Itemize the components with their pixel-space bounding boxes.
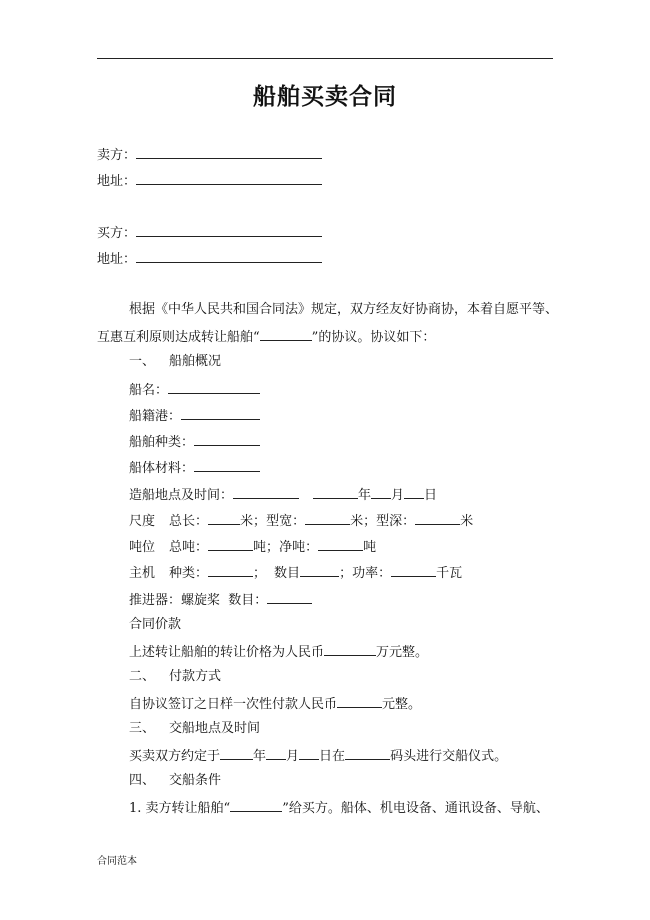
delivery-line <box>129 746 507 766</box>
build-place-label: 造船地点及时间： <box>129 488 234 503</box>
ship-type-label: 船舶种类： <box>129 435 195 450</box>
separator: ； <box>253 566 267 581</box>
delivery-text: 买卖双方约定于 <box>129 749 221 764</box>
engine-line <box>129 563 462 583</box>
section-title: 交船地点及时间 <box>169 721 261 736</box>
engine-type-label: 种类： <box>169 566 209 581</box>
section-title: 船舶概况 <box>169 354 222 369</box>
seller-address-line <box>97 171 322 191</box>
buyer-blank[interactable] <box>136 223 322 237</box>
transfer-line <box>129 798 549 818</box>
section-4-heading <box>129 772 221 790</box>
width-field[interactable] <box>305 511 350 525</box>
section-number: 二、 <box>129 669 156 684</box>
quote-open: “ <box>253 330 260 345</box>
depth-label: 型深： <box>376 514 416 529</box>
section-title: 交船条件 <box>169 773 222 788</box>
ship-name-line <box>129 380 260 400</box>
engine-label: 主机 <box>129 566 156 581</box>
length-field[interactable] <box>208 511 240 525</box>
section-number: 一、 <box>129 354 156 369</box>
meter-unit: 米 <box>350 514 364 529</box>
build-day-field[interactable] <box>404 485 424 499</box>
ton-unit: 吨 <box>253 540 267 555</box>
payment-amount-field[interactable] <box>337 694 382 708</box>
ship-name-label: 船名： <box>129 383 169 398</box>
ship-type-field[interactable] <box>194 432 260 446</box>
build-year-field[interactable] <box>313 485 358 499</box>
buyer-address-line <box>97 249 322 269</box>
delivery-day-field[interactable] <box>299 746 319 760</box>
separator: ； <box>339 566 353 581</box>
propeller-label: 推进器：螺旋桨 数目： <box>129 593 268 608</box>
registry-port-field[interactable] <box>181 406 260 420</box>
seller-label: 卖方： <box>97 148 137 163</box>
section-title: 付款方式 <box>169 669 222 684</box>
propeller-count-field[interactable] <box>267 590 312 604</box>
net-ton-label: 净吨： <box>279 540 319 555</box>
buyer-address-label: 地址： <box>97 252 137 267</box>
price-text-end: 万元整。 <box>376 645 429 660</box>
meter-unit: 米 <box>460 514 474 529</box>
header-rule <box>97 58 553 59</box>
seller-line <box>97 145 322 165</box>
section-3-heading <box>129 720 260 738</box>
buyer-label: 买方： <box>97 226 137 241</box>
kw-unit: 千瓦 <box>436 566 463 581</box>
seller-address-blank[interactable] <box>136 171 322 185</box>
buyer-line <box>97 223 322 243</box>
delivery-dock-field[interactable] <box>345 746 390 760</box>
net-ton-field[interactable] <box>318 537 363 551</box>
delivery-year-field[interactable] <box>220 746 253 760</box>
meter-unit: 米 <box>240 514 254 529</box>
ship-name-field[interactable] <box>168 380 260 394</box>
ship-type-line <box>129 432 260 452</box>
quote-open: “ <box>223 801 231 816</box>
registry-port-line <box>129 406 260 426</box>
price-field[interactable] <box>324 642 376 656</box>
section-number: 四、 <box>129 773 156 788</box>
build-month-field[interactable] <box>371 485 391 499</box>
month-label: 月 <box>286 749 300 764</box>
seller-address-label: 地址： <box>97 174 137 189</box>
day-at-label: 日在 <box>319 749 346 764</box>
delivery-month-field[interactable] <box>266 746 286 760</box>
build-place-line <box>129 485 437 505</box>
gross-ton-field[interactable] <box>208 537 253 551</box>
intro-text-end: 的协议。协议如下： <box>318 330 436 345</box>
ton-unit: 吨 <box>363 540 377 555</box>
price-line <box>129 642 428 662</box>
year-label: 年 <box>253 749 267 764</box>
intro-text: 互惠互利原则达成转让船舶 <box>97 330 254 345</box>
seller-blank[interactable] <box>136 145 322 159</box>
depth-field[interactable] <box>415 511 460 525</box>
transfer-text: 1. 卖方转让船舶 <box>129 801 224 816</box>
payment-line <box>129 694 421 714</box>
payment-text-end: 元整。 <box>382 697 422 712</box>
separator: ； <box>253 514 267 529</box>
section-number: 三、 <box>129 721 156 736</box>
quote-close: ” <box>282 801 289 816</box>
document-title: 船舶买卖合同 <box>253 83 397 110</box>
price-heading: 合同价款 <box>129 617 182 632</box>
intro-line-2 <box>97 327 435 347</box>
engine-type-field[interactable] <box>208 563 253 577</box>
page-footer: 合同范本 <box>97 856 137 867</box>
gross-ton-label: 总吨： <box>169 540 209 555</box>
tonnage-line <box>129 537 376 557</box>
tonnage-label: 吨位 <box>129 540 156 555</box>
price-text: 上述转让船舶的转让价格为人民币 <box>129 645 325 660</box>
engine-count-label: 数目 <box>274 566 301 581</box>
dimensions-label: 尺度 <box>129 514 156 529</box>
section-1-heading <box>129 353 221 371</box>
dimensions-line <box>129 511 473 531</box>
length-label: 总长： <box>169 514 209 529</box>
width-label: 型宽： <box>266 514 306 529</box>
registry-port-label: 船籍港： <box>129 409 182 424</box>
hull-material-label: 船体材料： <box>129 461 195 476</box>
section-2-heading <box>129 668 221 686</box>
separator: ； <box>363 514 377 529</box>
power-field[interactable] <box>391 563 436 577</box>
hull-material-field[interactable] <box>194 458 260 472</box>
engine-count-field[interactable] <box>300 563 339 577</box>
month-label: 月 <box>391 488 405 503</box>
power-label: 功率： <box>352 566 392 581</box>
transfer-ship-field[interactable] <box>230 798 282 812</box>
day-label: 日 <box>424 488 438 503</box>
year-label: 年 <box>358 488 372 503</box>
propeller-line <box>129 590 312 610</box>
quote-close: ” <box>311 330 319 345</box>
intro-line-1: 根据《中华人民共和国合同法》规定，双方经友好协商协，本着自愿平等、 <box>129 302 559 317</box>
build-place-field[interactable] <box>233 485 299 499</box>
transfer-text-end: 给买方。船体、机电设备、通讯设备、导航、 <box>288 801 549 816</box>
hull-material-line <box>129 458 260 478</box>
delivery-text-end: 码头进行交船仪式。 <box>390 749 508 764</box>
payment-text: 自协议签订之日样一次性付款人民币 <box>129 697 338 712</box>
separator: ； <box>266 540 280 555</box>
buyer-address-blank[interactable] <box>136 249 322 263</box>
ship-name-blank[interactable] <box>260 327 312 341</box>
